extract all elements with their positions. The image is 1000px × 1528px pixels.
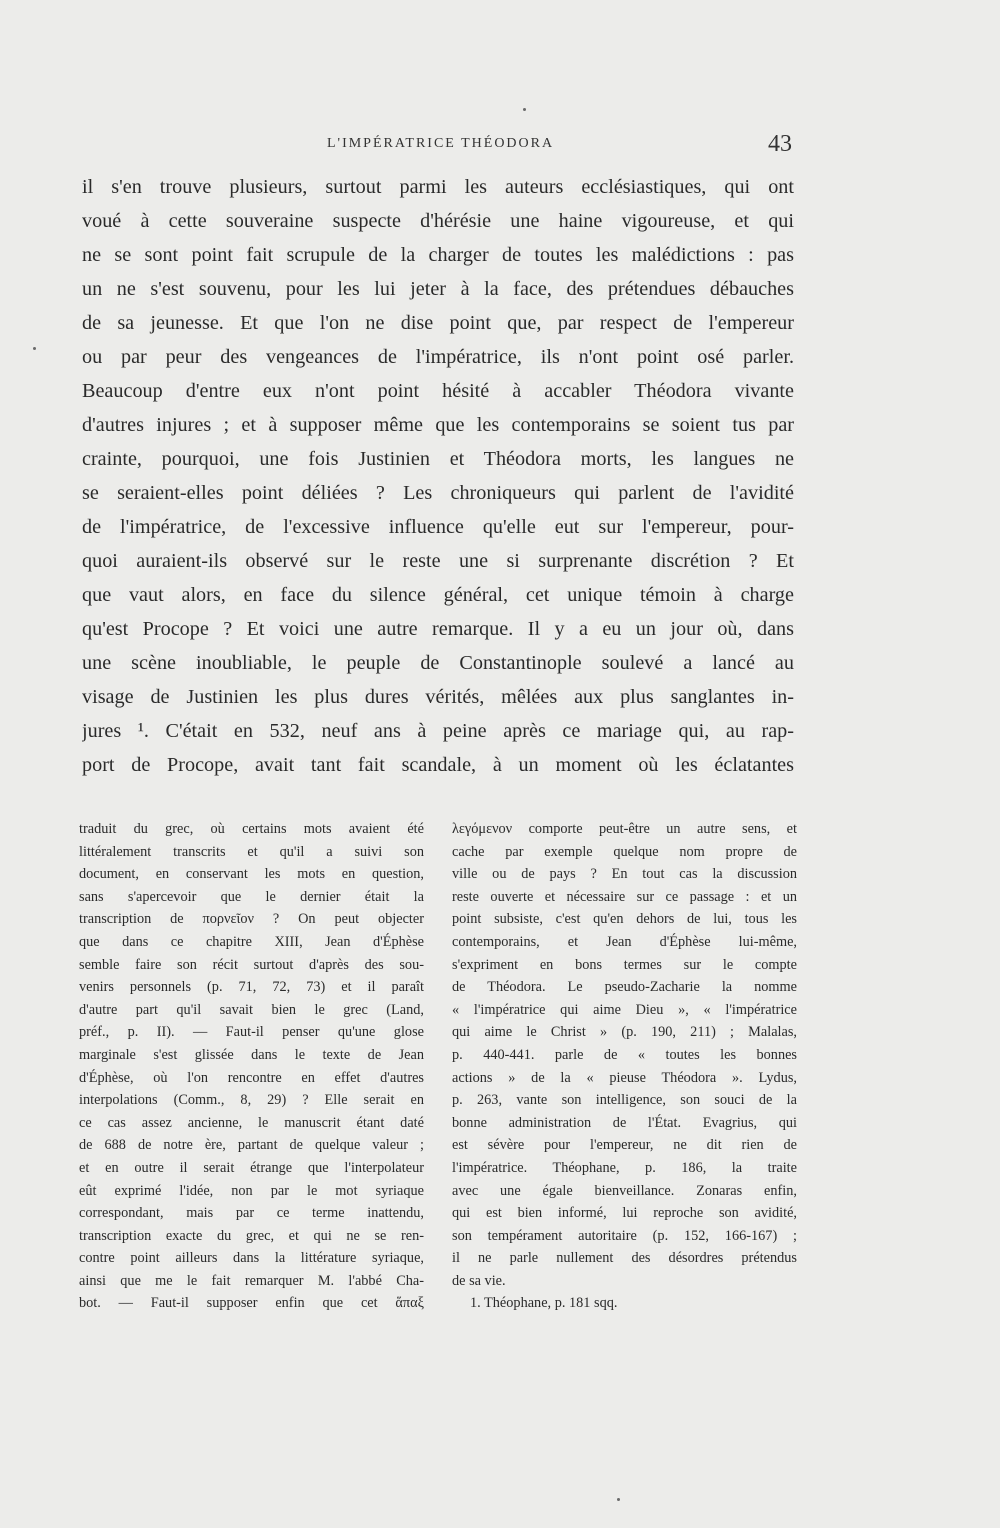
footnote-line: venirs personnels (p. 71, 72, 73) et il paraît <box>79 979 424 996</box>
footnote-line: cache par exemple quelque nom propre de <box>452 843 797 860</box>
text-line: de l'impératrice, de l'excessive influence qu'elle eut sur l'empereur, pour- <box>82 516 794 538</box>
footnote-line: λεγόμενον comporte peut-être un autre sens, et <box>452 821 797 837</box>
footnote-line: ville ou de pays ? En tout cas la discussion <box>452 866 797 883</box>
footnote-line: et en outre il serait étrange que l'interpolateur <box>79 1159 424 1176</box>
main-text-block <box>82 170 794 782</box>
text-line: qu'est Procope ? Et voici une autre remarque. Il y a eu un jour où, dans <box>82 618 794 640</box>
footnote-line: son tempérament autoritaire (p. 152, 166-167) ; <box>452 1227 797 1244</box>
footnote-line: de Théodora. Le pseudo-Zacharie la nomme <box>452 979 797 996</box>
footnote-line: actions » de la « pieuse Théodora ». Lydus, <box>452 1069 797 1086</box>
footnote-line: reste ouverte et nécessaire sur ce passage : et un <box>452 888 797 905</box>
text-line: crainte, pourquoi, une fois Justinien et Théodora morts, les langues ne <box>82 448 794 470</box>
text-line: que vaut alors, en face du silence général, cet unique témoin à charge <box>82 584 794 606</box>
text-line: d'autres injures ; et à supposer même que les contemporains se soient tus par <box>82 414 794 436</box>
footnote-line: contemporains, et Jean d'Éphèse lui-même, <box>452 933 797 950</box>
footnote-line: avec une égale bienveillance. Zonaras enfin, <box>452 1182 797 1199</box>
footnote-line: qui est bien informé, lui reproche son avidité, <box>452 1205 797 1222</box>
footnote-line: de 688 de notre ère, partant de quelque valeur ; <box>79 1137 424 1154</box>
footnote-line: transcription de πορνεῖον ? On peut objecter <box>79 911 424 928</box>
footnote-line: s'expriment en bons termes sur le compte <box>452 956 797 973</box>
footnote-line: d'Éphèse, où l'on rencontre en effet d'autres <box>79 1069 424 1086</box>
text-line: jures ¹. C'était en 532, neuf ans à peine après ce mariage qui, au rap- <box>82 720 794 742</box>
page-number: 43 <box>768 131 792 157</box>
footnote-1: 1. Théophane, p. 181 sqq. <box>470 1295 618 1312</box>
footnote-line: point subsiste, c'est qu'en dehors de lui, tous les <box>452 911 797 928</box>
footnote-line: interpolations (Comm., 8, 29) ? Elle serait en <box>79 1092 424 1109</box>
paper-speck <box>33 347 36 350</box>
text-line: ne se sont point fait scrupule de la charger de toutes les malédictions : pas <box>82 244 794 266</box>
footnote-line: contre point ailleurs dans la littérature syriaque, <box>79 1250 424 1267</box>
footnote-line: préf., p. II). — Faut-il penser qu'une glose <box>79 1024 424 1041</box>
footnote-line: bonne administration de l'État. Evagrius, qui <box>452 1114 797 1131</box>
footnote-line: littéralement transcrits et qu'il a suivi son <box>79 843 424 860</box>
text-line: une scène inoubliable, le peuple de Constantinople soulevé a lancé au <box>82 652 794 674</box>
text-line: se seraient-elles point déliées ? Les chroniqueurs qui parlent de l'avidité <box>82 482 794 504</box>
footnote-line: ainsi que me le fait remarquer M. l'abbé Cha- <box>79 1272 424 1289</box>
footnote-line: sans s'apercevoir que le dernier était la <box>79 888 424 905</box>
footnote-line: document, en conservant les mots en question, <box>79 866 424 883</box>
paper-speck <box>617 1498 620 1501</box>
text-line: voué à cette souveraine suspecte d'hérésie une haine vigoureuse, et qui <box>82 210 794 232</box>
text-line: un ne s'est souvenu, pour les lui jeter à la face, des prétendues débauches <box>82 278 794 300</box>
footnote-line: « l'impératrice qui aime Dieu », « l'impératrice <box>452 1001 797 1018</box>
footnote-line: transcription exacte du grec, et qui ne se ren- <box>79 1227 424 1244</box>
footnote-line: de sa vie. <box>452 1272 506 1289</box>
text-line: Beaucoup d'entre eux n'ont point hésité à accabler Théodora vivante <box>82 380 794 402</box>
footnote-line: marginale s'est glissée dans le texte de Jean <box>79 1046 424 1063</box>
footnote-line: semble faire son récit surtout d'après des sou- <box>79 956 424 973</box>
paper-speck <box>523 108 526 111</box>
footnote-line: traduit du grec, où certains mots avaient été <box>79 821 424 837</box>
footnote-line: l'impératrice. Théophane, p. 186, la traite <box>452 1159 797 1176</box>
footnote-line: eût exprimé l'idée, non par le mot syriaque <box>79 1182 424 1199</box>
footnote-line: p. 440-441. parle de « toutes les bonnes <box>452 1046 797 1063</box>
running-head <box>0 131 1000 164</box>
footnote-line: est sévère pour l'empereur, ne dit rien de <box>452 1137 797 1154</box>
text-line: visage de Justinien les plus dures vérités, mêlées aux plus sanglantes in- <box>82 686 794 708</box>
footnote-line: correspondant, mais par ce terme inattendu, <box>79 1205 424 1222</box>
footnotes-left-column <box>79 818 424 1315</box>
footnote-line: p. 263, vante son intelligence, son souci de la <box>452 1092 797 1109</box>
running-title: L'IMPÉRATRICE THÉODORA <box>327 136 555 151</box>
footnote-line: que dans ce chapitre XIII, Jean d'Éphèse <box>79 933 424 950</box>
footnote-line: il ne parle nullement des désordres prétendus <box>452 1250 797 1267</box>
footnote-line: d'autre part qu'il savait bien le grec (Land, <box>79 1001 424 1018</box>
text-line: ou par peur des vengeances de l'impératrice, ils n'ont point osé parler. <box>82 346 794 368</box>
text-line: de sa jeunesse. Et que l'on ne dise point que, par respect de l'empereur <box>82 312 794 334</box>
footnotes-right-column <box>452 818 797 1315</box>
text-line: port de Procope, avait tant fait scandale, à un moment où les éclatantes <box>82 754 794 776</box>
text-line: il s'en trouve plusieurs, surtout parmi les auteurs ecclésiastiques, qui ont <box>82 176 794 198</box>
text-line: quoi auraient-ils observé sur le reste une si surprenante discrétion ? Et <box>82 550 794 572</box>
footnote-line: ce cas assez ancienne, le manuscrit étant daté <box>79 1114 424 1131</box>
footnote-line: bot. — Faut-il supposer enfin que cet ἅπαξ <box>79 1295 424 1312</box>
footnote-line: qui aime le Christ » (p. 190, 211) ; Malalas, <box>452 1024 797 1041</box>
